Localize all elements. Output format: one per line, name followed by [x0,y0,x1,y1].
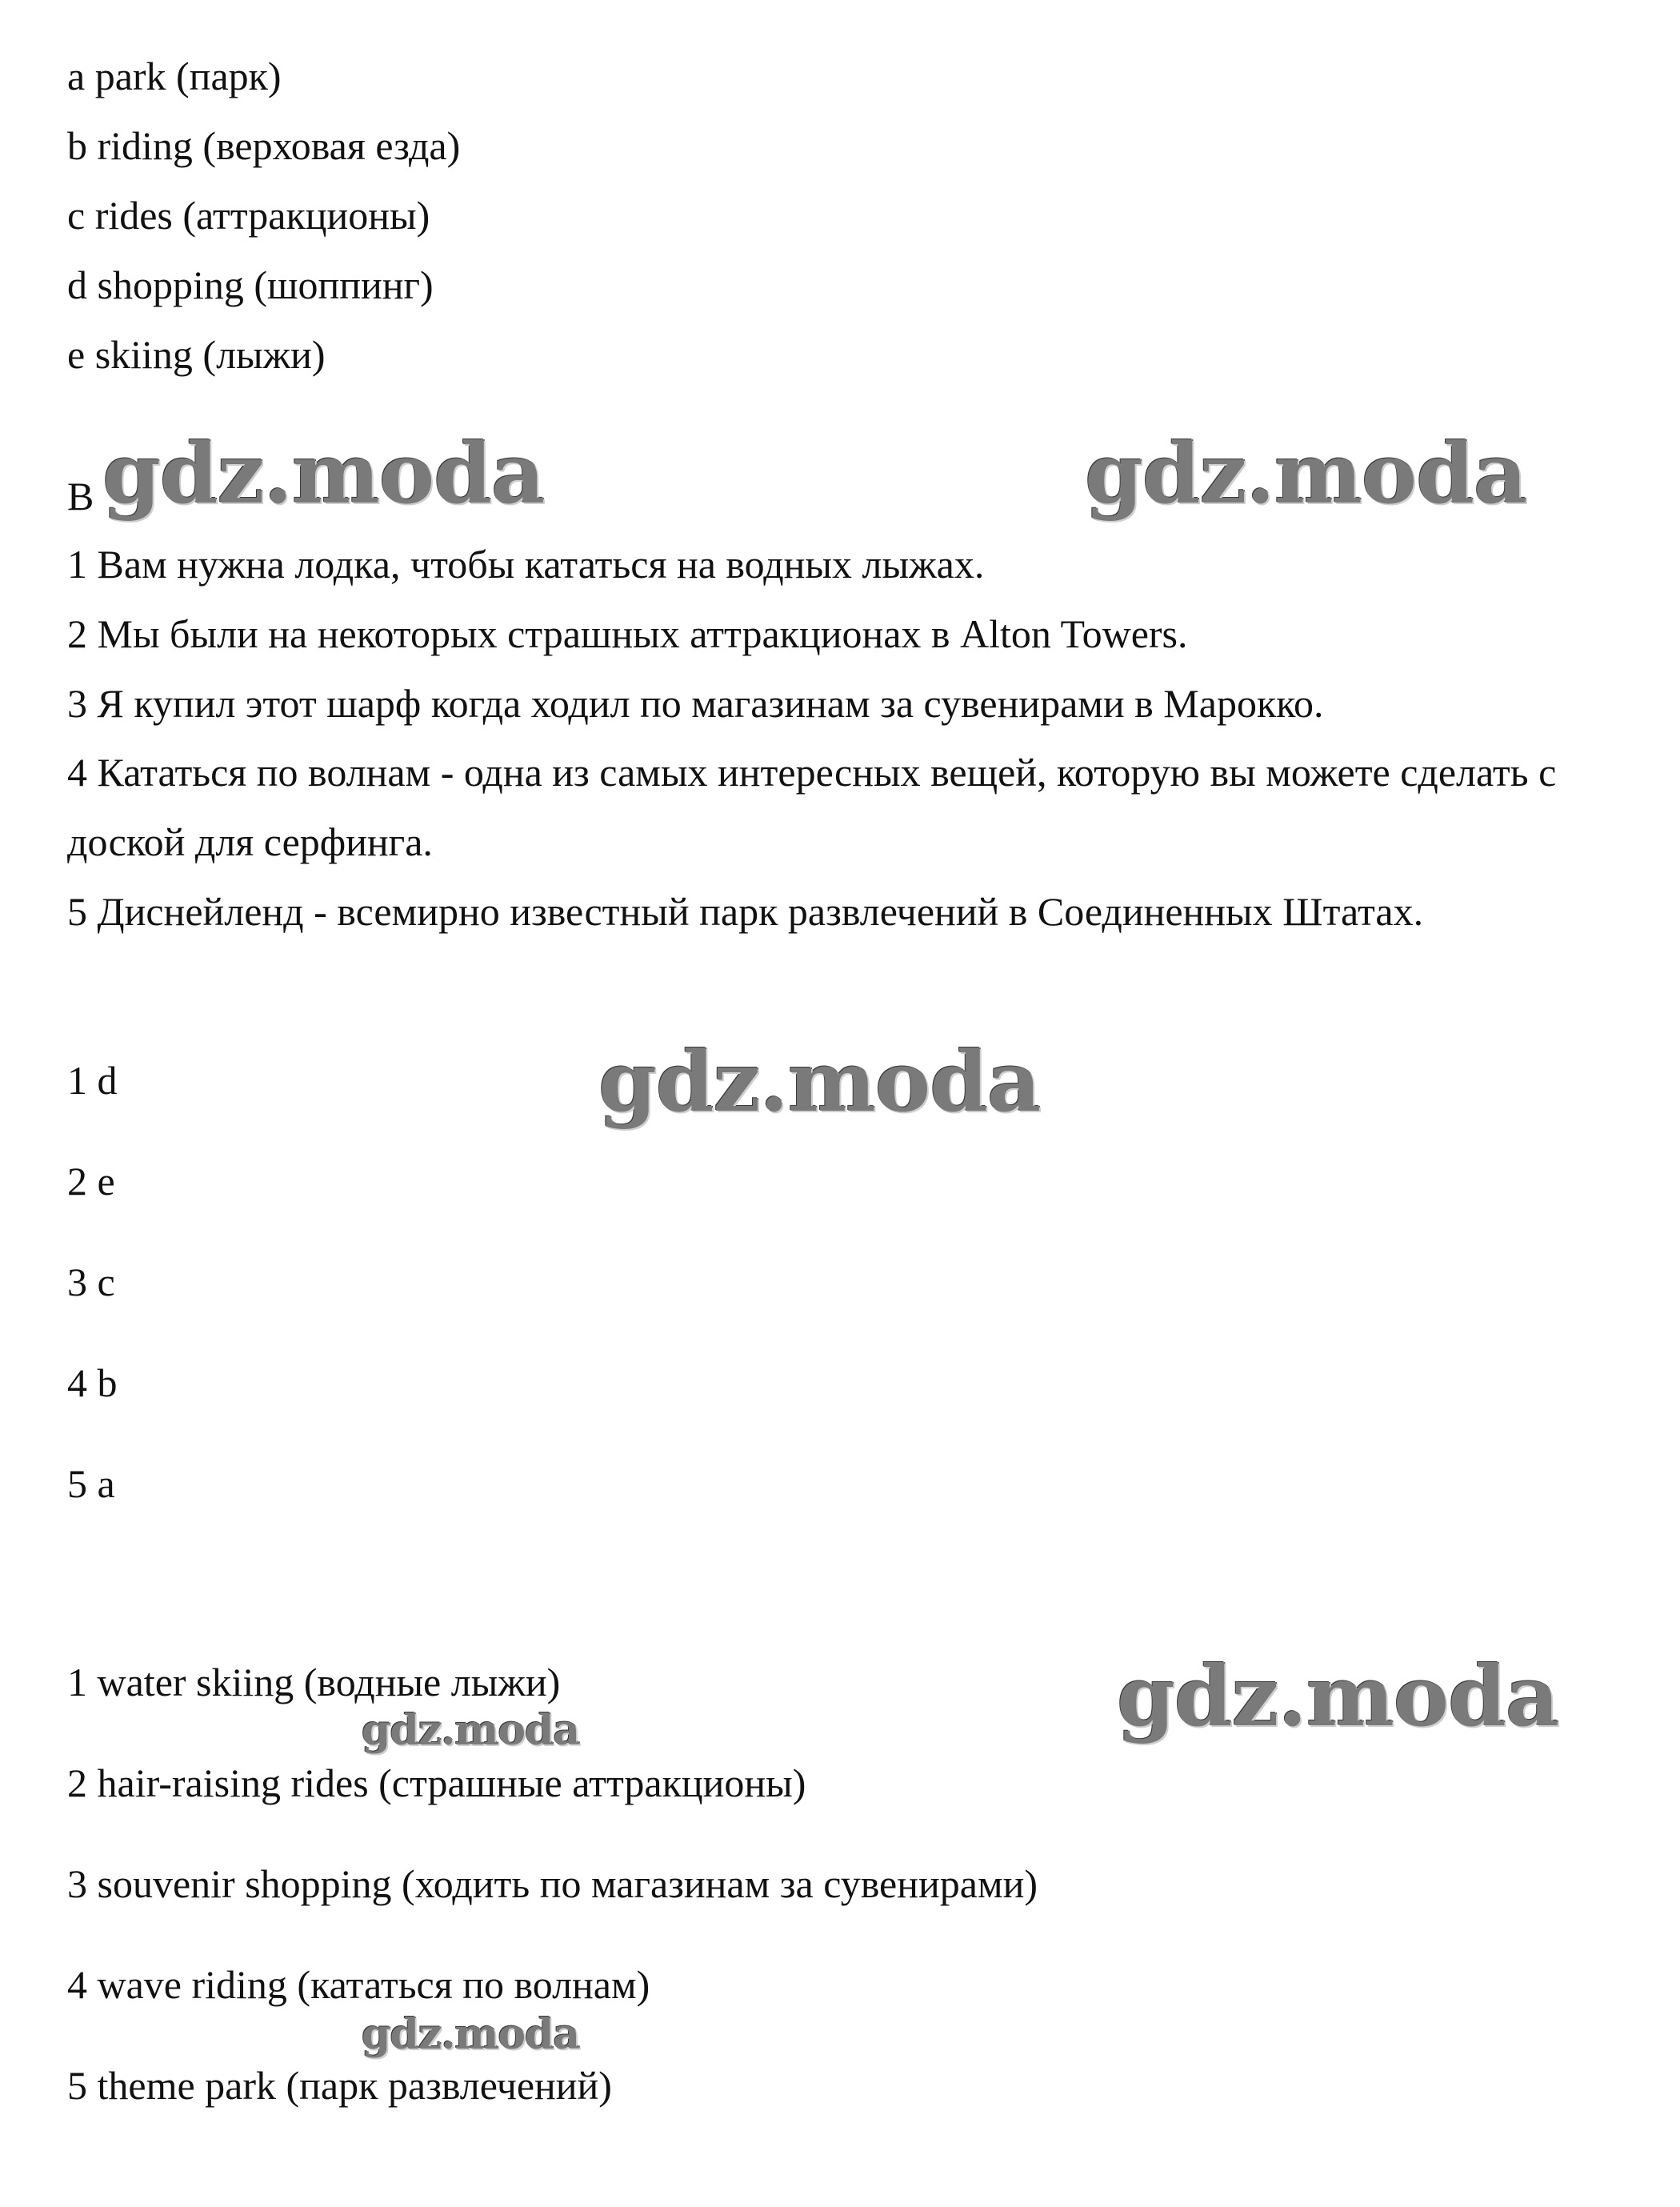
watermark-logo: gdz.moda [362,1706,580,1755]
vocab-item: d shopping (шоппинг) [67,262,434,307]
match-item: 2 e [67,1159,115,1204]
phrase-item: 5 theme park (парк развлечений) [67,2063,612,2108]
match-item: 4 b [67,1360,118,1405]
watermark-logo: gdz.moda [1085,424,1527,523]
vocab-item: a park (парк) [67,54,282,98]
translation-item: 5 Диснейленд - всемирно известный парк развлечений в Соединенных Штатах. [67,889,1424,934]
vocab-item: b riding (верховая езда) [67,123,461,168]
watermark-logo: gdz.moda [598,1032,1041,1131]
phrase-item: 3 souvenir shopping (ходить по магазинам за сувенирами) [67,1861,1038,1906]
match-item: 3 c [67,1260,115,1304]
watermark-logo: gdz.moda [102,424,545,523]
match-item: 5 a [67,1461,115,1506]
translation-item: 2 Мы были на некоторых страшных аттракционах в Alton Towers. [67,611,1188,656]
translation-item: 3 Я купил этот шарф когда ходил по магазинам за сувенирами в Марокко. [67,681,1324,726]
vocab-item: e skiing (лыжи) [67,332,326,377]
translation-item: 1 Вам нужна лодка, чтобы кататься на водных лыжах. [67,542,985,587]
section-letter: B [67,474,94,519]
translation-item: 4 Кататься по волнам - одна из самых интересных вещей, которую вы можете сделать с доской для серфинга. [67,750,1557,864]
phrase-item: 4 wave riding (кататься по волнам) [67,1962,650,2007]
phrase-item: 1 water skiing (водные лыжи) [67,1660,561,1704]
vocab-item: c rides (аттракционы) [67,193,430,238]
watermark-logo: gdz.moda [362,2010,580,2059]
match-item: 1 d [67,1058,118,1103]
phrase-item: 2 hair-raising rides (страшные аттракционы) [67,1760,806,1805]
watermark-logo: gdz.moda [1117,1647,1559,1745]
